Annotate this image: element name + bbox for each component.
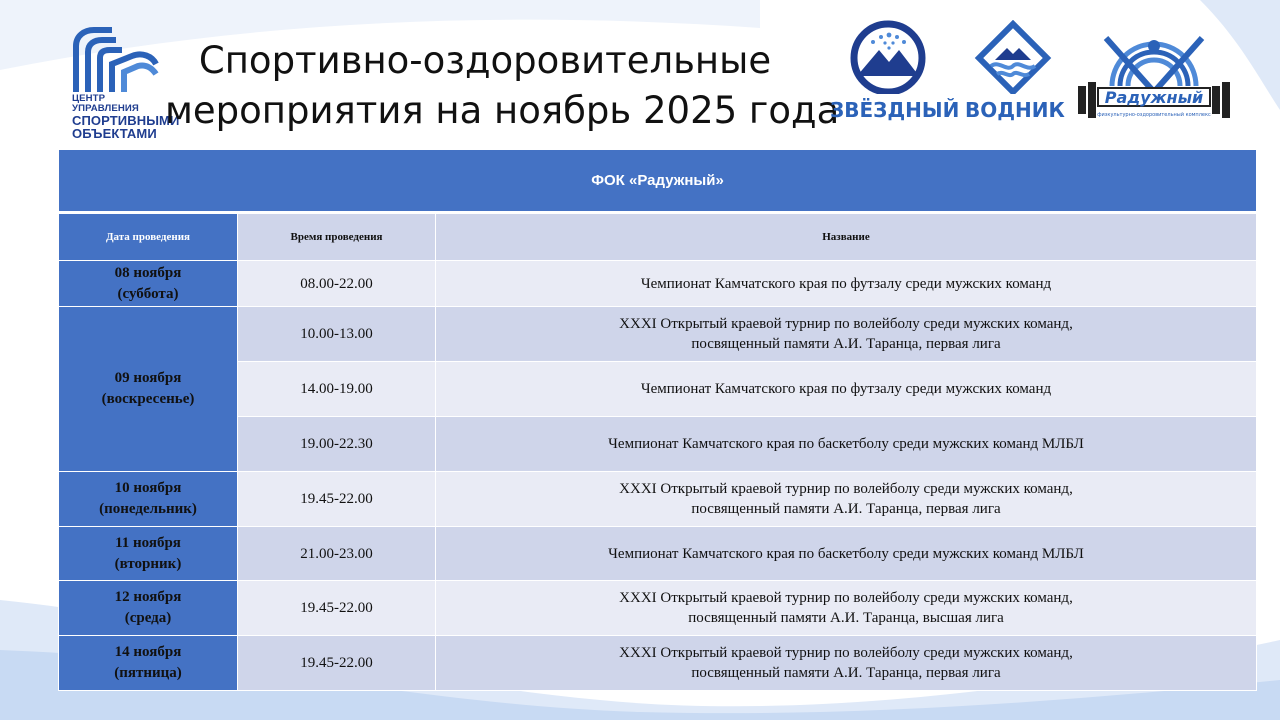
page-header (0, 0, 1280, 148)
barbell-rainbow-icon (1076, 30, 1232, 118)
date-day: 12 ноября (114, 589, 182, 605)
date-cell (59, 527, 238, 581)
event-name-line1: Чемпионат Камчатского края по баскетболу среди мужских команд МЛБЛ (608, 545, 1084, 562)
event-name-line2: посвященный памяти А.И. Таранца, первая лига (691, 501, 1001, 517)
time-cell: 19.45-22.00 (238, 581, 436, 636)
date-cell (59, 307, 238, 472)
event-name-line2: посвященный памяти А.И. Таранца, первая лига (691, 336, 1001, 352)
cuso-caption-line1: ЦЕНТР УПРАВЛЕНИЯ (72, 93, 139, 114)
event-name-cell (436, 472, 1257, 527)
event-name-cell (436, 527, 1257, 581)
date-day: 08 ноября (114, 264, 182, 281)
time-cell: 19.45-22.00 (238, 636, 436, 691)
time-cell: 19.45-22.00 (238, 472, 436, 527)
table-row (59, 261, 1257, 307)
event-name-cell (436, 261, 1257, 307)
schedule-table-wrap (58, 149, 1256, 691)
vodnik-label: ВОДНИК (965, 98, 1065, 122)
table-row (59, 362, 1257, 417)
title-line-1: Спортивно-оздоровительные (198, 39, 772, 82)
column-header-row (59, 213, 1257, 261)
date-cell (59, 261, 238, 307)
date-weekday: (воскресенье) (101, 391, 195, 407)
raduzhny-label: Радужный (1104, 88, 1204, 107)
cuso-caption-line3: ОБЪЕКТАМИ (72, 126, 157, 141)
table-caption: ФОК «Радужный» (59, 150, 1257, 213)
event-name-cell (436, 307, 1257, 362)
event-name-line2: посвященный памяти А.И. Таранца, первая лига (691, 665, 1001, 681)
cuso-caption-line2: СПОРТИВНЫМИ (72, 113, 180, 128)
vodnik-logo (965, 20, 1065, 122)
table-row (59, 307, 1257, 362)
date-weekday: (среда) (124, 610, 172, 626)
table-row (59, 472, 1257, 527)
date-day: 14 ноября (114, 644, 182, 660)
column-header-time: Время проведения (238, 213, 436, 261)
event-name-line1: Чемпионат Камчатского края по баскетболу среди мужских команд МЛБЛ (608, 436, 1084, 452)
raduzhny-logo (1074, 30, 1234, 123)
zvezdny-logo (830, 20, 960, 122)
page-title (165, 36, 840, 136)
event-name-cell (436, 636, 1257, 691)
time-cell: 10.00-13.00 (238, 307, 436, 362)
date-weekday: (вторник) (114, 555, 182, 572)
event-name-line1: XXXI Открытый краевой турнир по волейболу среди мужских команд, (619, 645, 1073, 661)
time-cell: 21.00-23.00 (238, 527, 436, 581)
event-name-line1: Чемпионат Камчатского края по футзалу среди мужских команд (640, 381, 1052, 397)
event-name-line1: Чемпионат Камчатского края по футзалу среди мужских команд (640, 275, 1052, 292)
date-cell (59, 581, 238, 636)
event-name-cell (436, 417, 1257, 472)
time-cell: 08.00-22.00 (238, 261, 436, 307)
water-diamond-icon (973, 20, 1053, 94)
event-name-line1: XXXI Открытый краевой турнир по волейболу среди мужских команд, (619, 590, 1073, 606)
event-name-line2: посвященный памяти А.И. Таранца, высшая лига (688, 610, 1004, 626)
date-cell (59, 472, 238, 527)
date-day: 10 ноября (114, 480, 182, 496)
date-weekday: (понедельник) (99, 501, 197, 517)
event-name-line1: XXXI Открытый краевой турнир по волейболу среди мужских команд, (619, 316, 1073, 332)
column-header-date: Дата проведения (59, 213, 238, 261)
event-name-cell (436, 362, 1257, 417)
table-row (59, 581, 1257, 636)
date-cell (59, 636, 238, 691)
cuso-emblem-icon (72, 26, 160, 94)
date-day: 11 ноября (115, 534, 181, 551)
raduzhny-sublabel: физкультурно-оздоровительный комплекс (1097, 112, 1211, 118)
event-name-line1: XXXI Открытый краевой турнир по волейболу среди мужских команд, (619, 481, 1073, 497)
time-cell: 19.00-22.30 (238, 417, 436, 472)
cuso-caption (72, 93, 180, 141)
time-cell: 14.00-19.00 (238, 362, 436, 417)
mountain-star-icon (843, 20, 933, 94)
event-name-cell (436, 581, 1257, 636)
table-row (59, 636, 1257, 691)
table-row (59, 417, 1257, 472)
table-row (59, 527, 1257, 581)
date-weekday: (суббота) (117, 285, 179, 302)
schedule-table (58, 149, 1257, 691)
zvezdny-label: ЗВЁЗДНЫЙ (830, 98, 960, 122)
date-weekday: (пятница) (114, 665, 182, 681)
date-day: 09 ноября (114, 370, 182, 386)
title-line-2: мероприятия на ноябрь 2025 года (165, 89, 840, 132)
cuso-logo (72, 26, 180, 141)
column-header-name: Название (436, 213, 1257, 261)
